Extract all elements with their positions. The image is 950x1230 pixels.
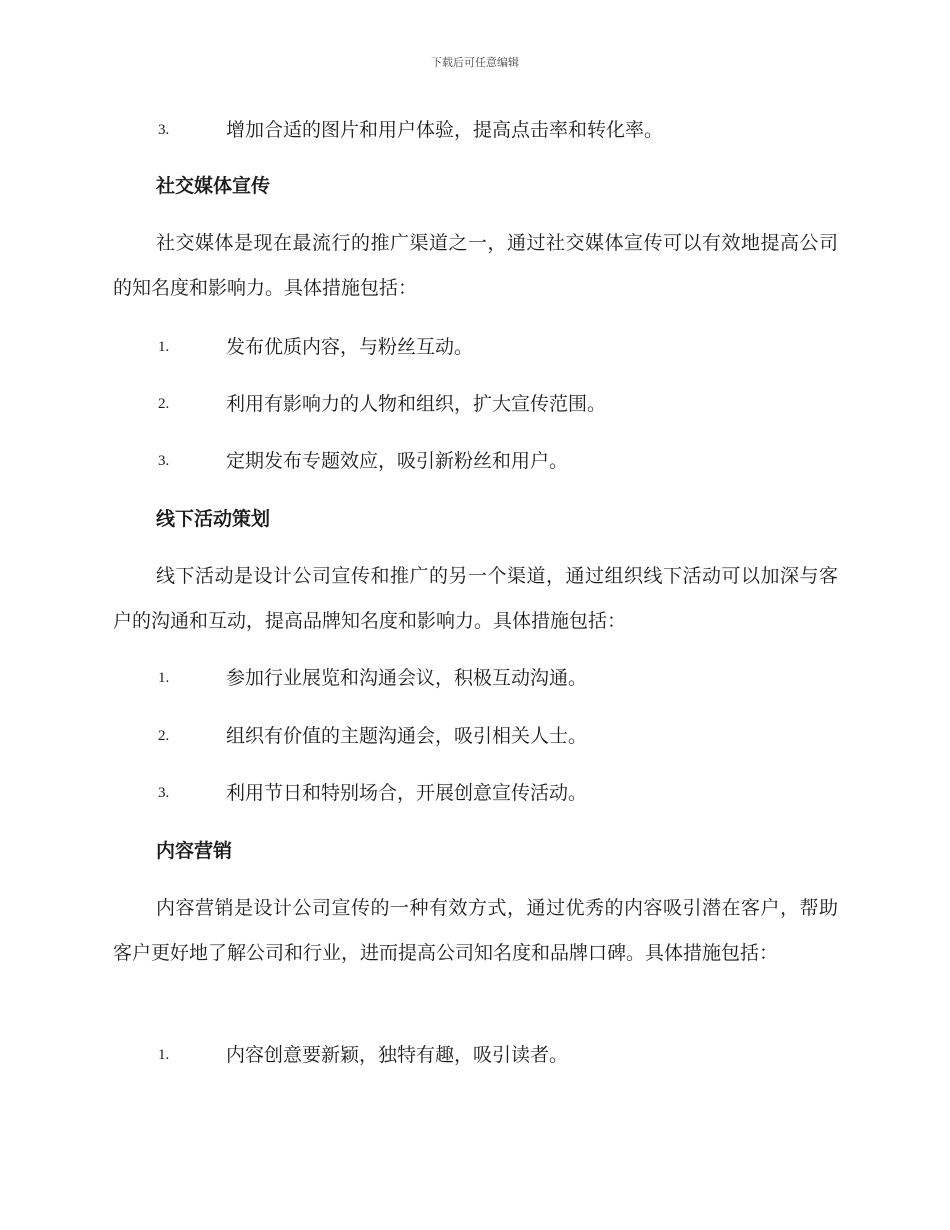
- list-number: 3.: [158, 453, 170, 469]
- list-text: 定期发布专题效应，吸引新粉丝和用户。: [226, 450, 569, 472]
- list-number: 2.: [158, 728, 170, 744]
- section-heading-social: 社交媒体宣传: [156, 175, 271, 197]
- section-heading-offline: 线下活动策划: [156, 508, 271, 530]
- section-paragraph-offline: 线下活动是设计公司宣传和推广的另一个渠道，通过组织线下活动可以加深与客户的沟通和互动，提高品牌知名度和影响力。具体措施包括：: [113, 565, 838, 632]
- list-number: 3.: [158, 785, 170, 801]
- section-heading-content: 内容营销: [156, 840, 233, 862]
- list-text: 组织有价值的主题沟通会，吸引相关人士。: [226, 725, 588, 747]
- section-paragraph-content: 内容营销是设计公司宣传的一种有效方式，通过优秀的内容吸引潜在客户，帮助客户更好地了解公司和行业，进而提高公司知名度和品牌口碑。具体措施包括：: [113, 897, 838, 964]
- list-number: 1.: [158, 670, 170, 686]
- list-item: [0, 115, 950, 145]
- list-item: [0, 1040, 950, 1070]
- list-item: [0, 389, 950, 419]
- page-header: 下载后可任意编辑: [431, 56, 519, 69]
- list-text: 增加合适的图片和用户体验，提高点击率和转化率。: [226, 119, 664, 141]
- list-text: 利用有影响力的人物和组织，扩大宣传范围。: [226, 393, 607, 415]
- section-paragraph-social: 社交媒体是现在最流行的推广渠道之一，通过社交媒体宣传可以有效地提高公司的知名度和影响力。具体措施包括：: [113, 232, 838, 299]
- list-item: [0, 332, 950, 362]
- list-text: 发布优质内容，与粉丝互动。: [226, 336, 474, 358]
- list-number: 1.: [158, 1047, 170, 1063]
- list-item: [0, 446, 950, 476]
- list-number: 2.: [158, 396, 170, 412]
- list-text: 利用节日和特别场合，开展创意宣传活动。: [226, 782, 588, 804]
- list-item: [0, 778, 950, 808]
- list-item: [0, 663, 950, 693]
- list-item: [0, 721, 950, 751]
- list-number: 1.: [158, 339, 170, 355]
- list-text: 内容创意要新颖，独特有趣，吸引读者。: [226, 1044, 569, 1066]
- list-number: 3.: [158, 122, 170, 138]
- list-text: 参加行业展览和沟通会议，积极互动沟通。: [226, 667, 588, 689]
